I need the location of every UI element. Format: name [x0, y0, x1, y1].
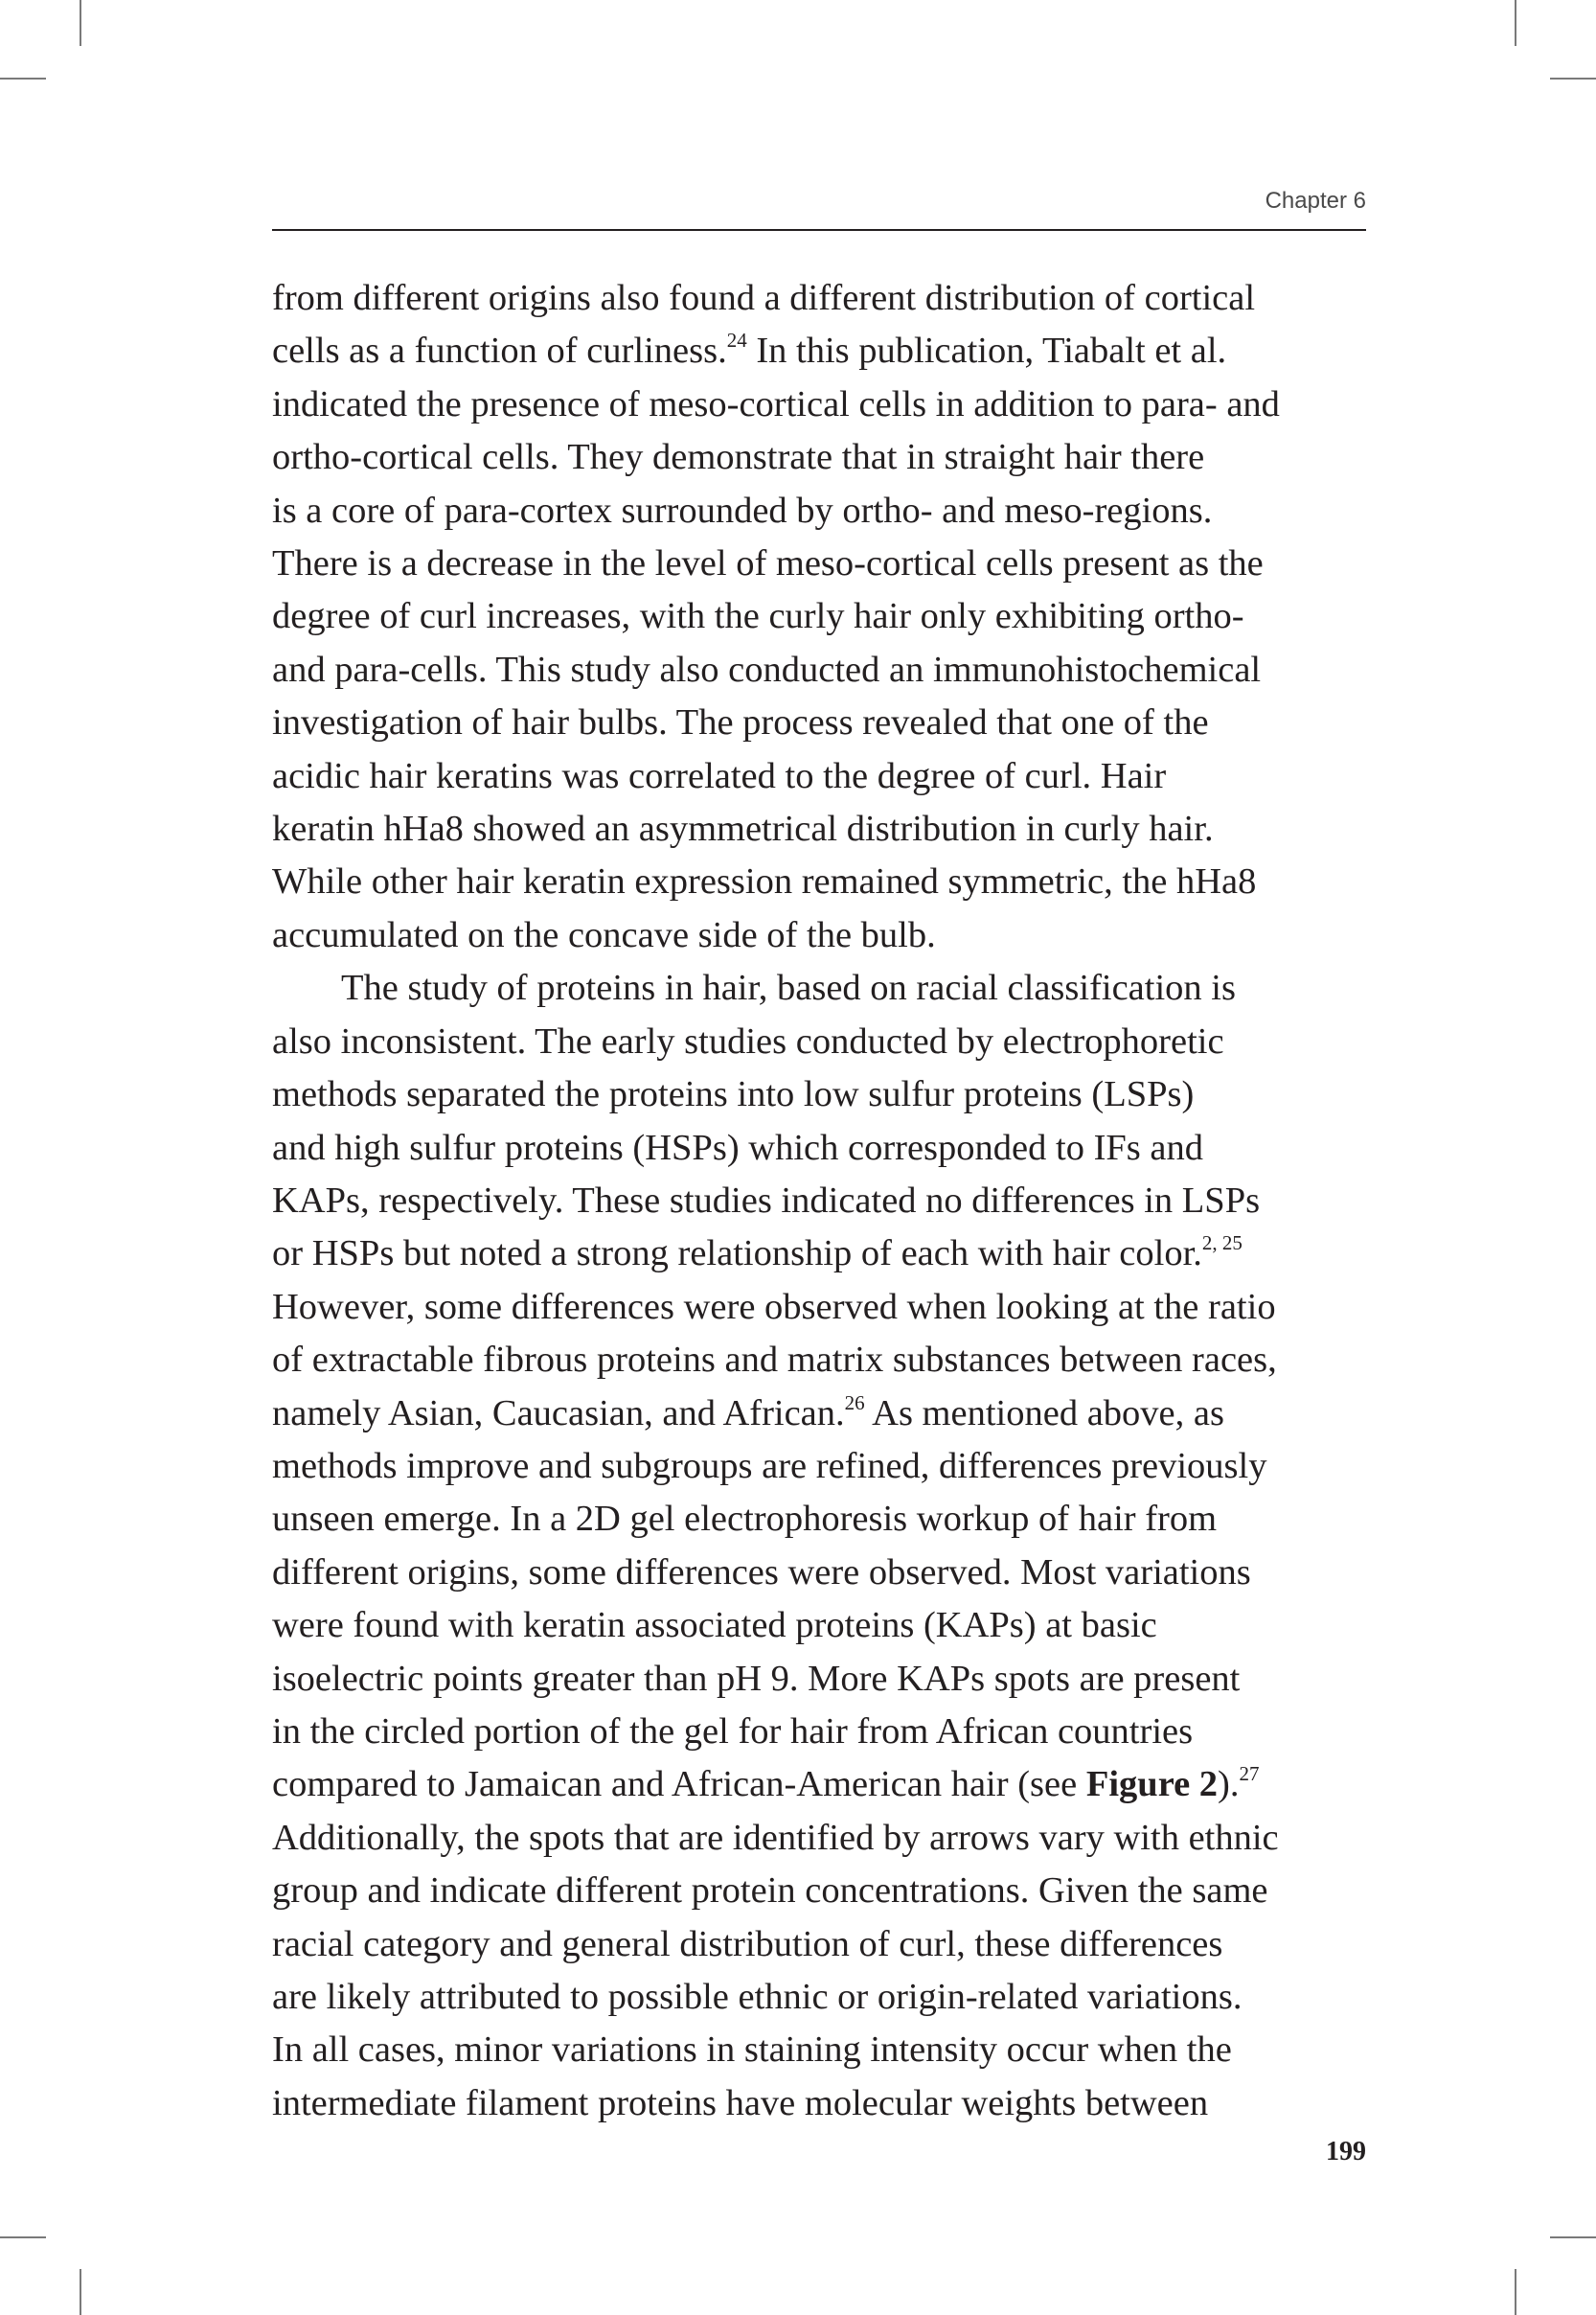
citation-superscript: 27 — [1239, 1762, 1260, 1786]
text-line — [272, 962, 1366, 1015]
text-line — [272, 1068, 1366, 1121]
text-line — [272, 1440, 1366, 1493]
text-line-content: and para-cells. This study also conducted an immunohistochemical — [272, 649, 1262, 690]
text-line-content: are likely attributed to possible ethnic or origin-related variations. — [272, 1977, 1243, 2017]
text-line — [272, 1493, 1366, 1546]
text-line — [272, 1122, 1366, 1175]
text-line-continuation: ). — [1218, 1764, 1240, 1805]
text-line — [272, 909, 1366, 962]
crop-mark — [1515, 0, 1516, 46]
crop-mark — [0, 78, 46, 80]
text-line — [272, 590, 1366, 643]
page-number: 199 — [1326, 2137, 1366, 2166]
text-line — [272, 1016, 1366, 1068]
citation-superscript: 24 — [726, 329, 747, 353]
text-line — [272, 485, 1366, 538]
text-line-content: unseen emerge. In a 2D gel electrophoresis workup of hair from — [272, 1499, 1218, 1540]
text-line — [272, 1334, 1366, 1387]
text-line-content: Additionally, the spots that are identified by arrows vary with ethnic — [272, 1817, 1279, 1858]
text-line-content: indicated the presence of meso-cortical cells in addition to para- and — [272, 383, 1280, 424]
text-line — [272, 1706, 1366, 1758]
crop-mark — [80, 0, 81, 46]
text-line-content: of extractable fibrous proteins and matrix substances between races, — [272, 1340, 1277, 1381]
text-line — [272, 2024, 1366, 2076]
text-line-content: intermediate filament proteins have molecular weights between — [272, 2082, 1209, 2123]
text-line-content: The study of proteins in hair, based on racial classification is — [341, 968, 1236, 1009]
text-line — [272, 325, 1366, 378]
crop-mark — [1515, 2269, 1516, 2315]
text-line — [272, 1547, 1366, 1599]
text-line-content: compared to Jamaican and African-American hair (see — [272, 1764, 1086, 1805]
text-line — [272, 1918, 1366, 1971]
crop-mark — [0, 2236, 46, 2238]
text-line — [272, 750, 1366, 803]
text-line-content: and high sulfur proteins (HSPs) which corresponded to IFs and — [272, 1127, 1203, 1168]
text-line-content: racial category and general distribution of curl, these differences — [272, 1923, 1223, 1964]
text-line — [272, 1175, 1366, 1227]
text-line — [272, 856, 1366, 908]
text-line-content: degree of curl increases, with the curly hair only exhibiting ortho- — [272, 596, 1244, 637]
crop-mark — [80, 2269, 81, 2315]
text-line — [272, 1653, 1366, 1706]
text-line-content: methods improve and subgroups are refined, differences previously — [272, 1445, 1267, 1486]
text-line-content: were found with keratin associated proteins (KAPs) at basic — [272, 1605, 1157, 1646]
text-line — [272, 538, 1366, 590]
body-text — [272, 272, 1366, 2130]
text-line-content: accumulated on the concave side of the bulb. — [272, 914, 936, 955]
text-line — [272, 644, 1366, 697]
text-line-content: methods separated the proteins into low sulfur proteins (LSPs) — [272, 1074, 1195, 1115]
text-line-content: in the circled portion of the gel for hair from African countries — [272, 1710, 1194, 1752]
text-line — [272, 1281, 1366, 1334]
text-line-content: cells as a function of curliness. — [272, 331, 727, 372]
text-line — [272, 378, 1366, 431]
text-line — [272, 272, 1366, 325]
text-line-continuation: In this publication, Tiabalt et al. — [746, 331, 1227, 372]
text-line-content: also inconsistent. The early studies conducted by electrophoretic — [272, 1020, 1224, 1062]
text-line — [272, 1865, 1366, 1917]
text-line — [272, 803, 1366, 856]
text-line-content: or HSPs but noted a strong relationship of each with hair color. — [272, 1233, 1202, 1274]
text-line-content: ortho-cortical cells. They demonstrate that in straight hair there — [272, 437, 1205, 478]
crop-mark — [1550, 2236, 1596, 2238]
text-line — [272, 1812, 1366, 1865]
text-line-continuation: As mentioned above, as — [864, 1392, 1224, 1433]
text-line — [272, 1758, 1366, 1811]
text-line-content: investigation of hair bulbs. The process revealed that one of the — [272, 702, 1209, 744]
text-line-content: acidic hair keratins was correlated to the degree of curl. Hair — [272, 755, 1167, 796]
text-line-content: is a core of para-cortex surrounded by ortho- and meso-regions. — [272, 490, 1213, 531]
text-line-content: group and indicate different protein concentrations. Given the same — [272, 1870, 1268, 1912]
citation-superscript: 26 — [844, 1390, 865, 1414]
text-line-content: namely Asian, Caucasian, and African. — [272, 1392, 845, 1433]
text-line — [272, 697, 1366, 749]
text-line — [272, 1971, 1366, 2024]
crop-mark — [1550, 78, 1596, 80]
text-line — [272, 1387, 1366, 1440]
text-line-content: In all cases, minor variations in staining intensity occur when the — [272, 2029, 1232, 2071]
text-line-content: However, some differences were observed when looking at the ratio — [272, 1286, 1276, 1327]
text-line-content: isoelectric points greater than pH 9. More KAPs spots are present — [272, 1658, 1241, 1699]
running-head: Chapter 6 — [1265, 188, 1366, 214]
text-line-content: different origins, some differences were observed. Most variations — [272, 1551, 1251, 1593]
text-line — [272, 1227, 1366, 1280]
text-line-content: from different origins also found a different distribution of cortical — [272, 278, 1256, 318]
text-line — [272, 1599, 1366, 1652]
text-line-content: keratin hHa8 showed an asymmetrical distribution in curly hair. — [272, 809, 1214, 850]
text-line-content: While other hair keratin expression remained symmetric, the hHa8 — [272, 861, 1257, 903]
text-line-content: There is a decrease in the level of meso-cortical cells present as the — [272, 543, 1264, 584]
citation-superscript: 2, 25 — [1201, 1231, 1243, 1255]
header-rule — [272, 229, 1366, 231]
text-line — [272, 2077, 1366, 2130]
text-line — [272, 431, 1366, 484]
text-line-content: KAPs, respectively. These studies indicated no differences in LSPs — [272, 1180, 1261, 1221]
figure-reference: Figure 2 — [1085, 1764, 1219, 1805]
